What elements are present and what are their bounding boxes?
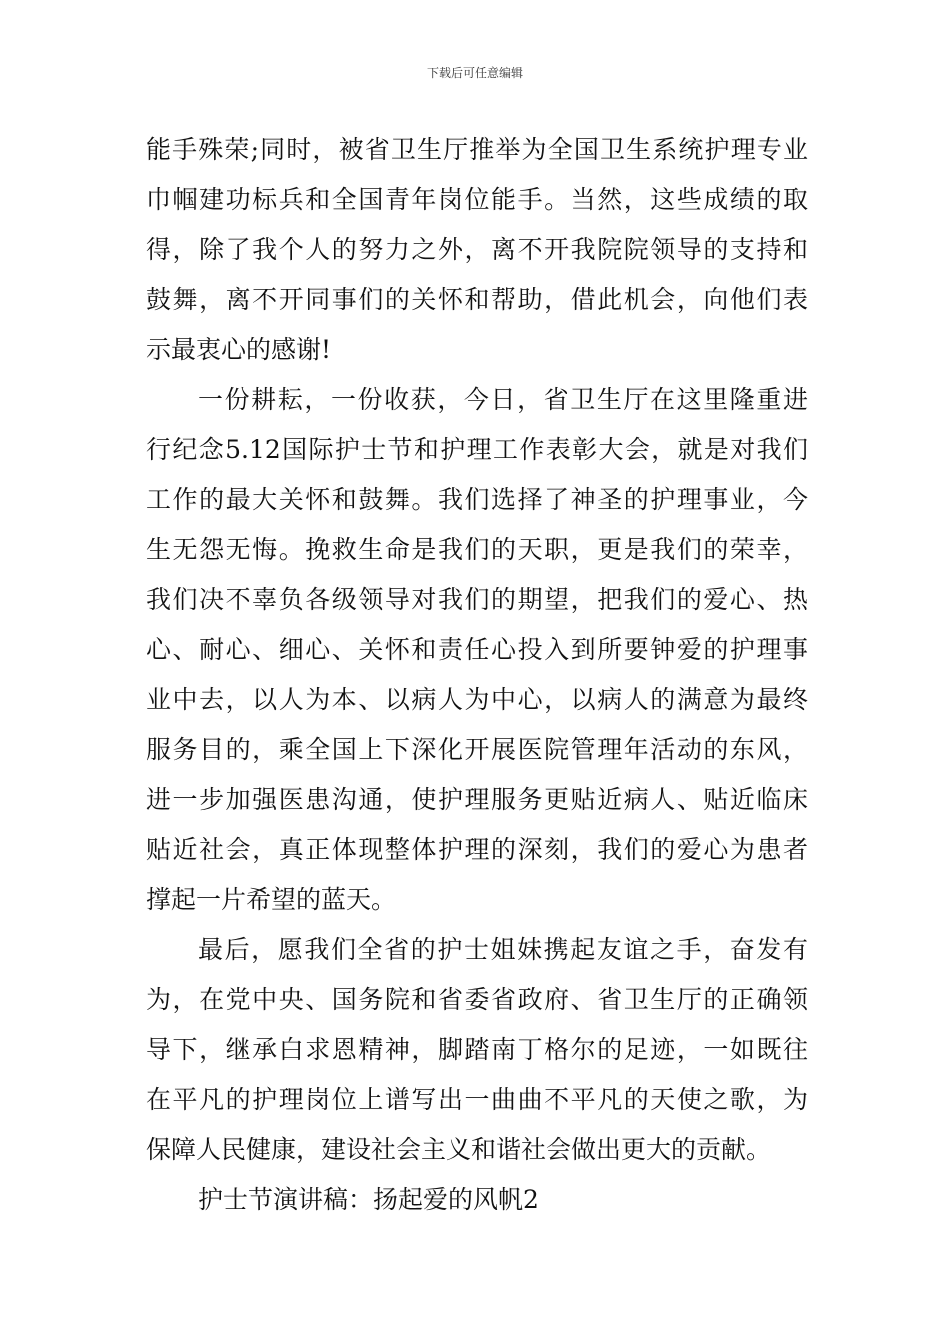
text-line: 导下，继承白求恩精神，脚踏南丁格尔的足迹，一如既往 xyxy=(146,1035,808,1064)
text-line: 保障人民健康，建设社会主义和谐社会做出更大的贡献。 xyxy=(146,1135,772,1164)
paragraph xyxy=(146,125,808,375)
text-line: 进一步加强医患沟通，使护理服务更贴近病人、贴近临床 xyxy=(146,785,808,814)
text-line: 为，在党中央、国务院和省委省政府、省卫生厅的正确领 xyxy=(146,985,808,1014)
text-line: 贴近社会，真正体现整体护理的深刻，我们的爱心为患者 xyxy=(146,835,808,864)
text-line: 服务目的，乘全国上下深化开展医院管理年活动的东风， xyxy=(146,735,808,764)
text-line: 最后，愿我们全省的护士姐妹携起友谊之手，奋发有 xyxy=(198,935,808,964)
text-line: 能手殊荣;同时，被省卫生厅推举为全国卫生系统护理专业 xyxy=(146,135,808,164)
page-header: 下载后可任意编辑 xyxy=(426,66,523,80)
paragraph xyxy=(146,925,808,1175)
text-line: 业中去，以人为本、以病人为中心，以病人的满意为最终 xyxy=(146,685,808,714)
text-line: 护士节演讲稿：扬起爱的风帆2 xyxy=(198,1185,539,1214)
text-line: 巾帼建功标兵和全国青年岗位能手。当然，这些成绩的取 xyxy=(146,185,808,214)
text-line: 得，除了我个人的努力之外，离不开我院院领导的支持和 xyxy=(146,235,808,264)
paragraph xyxy=(146,1175,808,1225)
text-line: 生无怨无悔。挽救生命是我们的天职，更是我们的荣幸， xyxy=(146,535,808,564)
text-line: 我们决不辜负各级领导对我们的期望，把我们的爱心、热 xyxy=(146,585,808,614)
text-line: 行纪念5.12国际护士节和护理工作表彰大会，就是对我们 xyxy=(146,435,808,464)
paragraph xyxy=(146,375,808,925)
text-line: 工作的最大关怀和鼓舞。我们选择了神圣的护理事业，今 xyxy=(146,485,808,514)
text-line: 鼓舞，离不开同事们的关怀和帮助，借此机会，向他们表 xyxy=(146,285,808,314)
text-line: 示最衷心的感谢! xyxy=(146,335,332,364)
text-line: 一份耕耘，一份收获，今日，省卫生厅在这里隆重进 xyxy=(198,385,808,414)
document-body xyxy=(146,125,808,1225)
text-line: 心、耐心、细心、关怀和责任心投入到所要钟爱的护理事 xyxy=(146,635,808,664)
text-line: 在平凡的护理岗位上谱写出一曲曲不平凡的天使之歌，为 xyxy=(146,1085,808,1114)
text-line: 撑起一片希望的蓝天。 xyxy=(146,885,397,914)
